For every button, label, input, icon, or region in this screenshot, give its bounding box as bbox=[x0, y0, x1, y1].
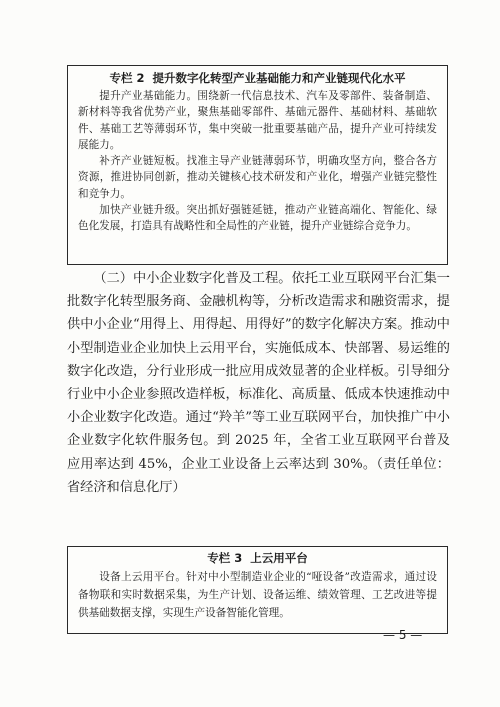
column-box-3 bbox=[67, 546, 448, 634]
page-number: — 5 — bbox=[383, 628, 423, 642]
column-box-3-number: 专栏 3 bbox=[207, 551, 243, 565]
column-box-2-number: 专栏 2 bbox=[109, 71, 145, 85]
column-box-2 bbox=[67, 65, 448, 265]
column-box-2-paragraph-3: 加快产业链升级。突出抓好强链延链，推动产业链高端化、智能化、绿色化发展，打造具有战略性和全局性的产业链，提升产业链综合竞争力。 bbox=[78, 204, 437, 233]
column-box-2-paragraph-1: 提升产业基础能力。围绕新一代信息技术、汽车及零部件、装备制造、新材料等我省优势产业，聚焦基础零部件、基础元器件、基础材料、基础软件、基础工艺等薄弱环节，集中突破一批重要基础产品，提升产业可持续发展能力。 bbox=[78, 90, 437, 151]
column-box-2-heading: 提升数字化转型产业基础能力和产业链现代化水平 bbox=[152, 71, 406, 85]
body-paragraph-sme-digitalization: （二）中小企业数字化普及工程。依托工业互联网平台汇集一批数字化转型服务商、金融机构等，分析改造需求和融资需求，提供中小企业“用得上、用得起、用得好”的数字化解决方案。推动中小型制造业企业加快上云用平台，实施低成本、快部署、易运维的数字化改造，分行业形成一批应用成效显著的企业样板。引导细分行业中小企业参照改造样板，标准化、高质量、低成本快速推动中小企业数字化改造。通过“羚羊”等工业互联网平台，加快推广中小企业数字化软件服务包。到 2025 年，全省工业互联网平台普及应用率达到 45%，企业工业设备上云率达到 30%。（责任单位：省经济和信息化厅） bbox=[67, 271, 450, 495]
column-box-2-title bbox=[78, 71, 437, 86]
column-box-3-paragraph-1: 设备上云用平台。针对中小型制造业企业的“哑设备”改造需求，通过设备物联和实时数据采集，为生产计划、设备运维、绩效管理、工艺改进等提供基础数据支撑，实现生产设备智能化管理。 bbox=[78, 571, 437, 619]
column-box-3-heading: 上云用平台 bbox=[250, 551, 308, 565]
column-box-2-paragraph-2: 补齐产业链短板。找准主导产业链薄弱环节，明确攻坚方向，整合各方资源，推进协同创新，推动关键核心技术研发和产业化，增强产业链完整性和竞争力。 bbox=[78, 155, 437, 200]
column-box-3-title bbox=[78, 551, 437, 566]
